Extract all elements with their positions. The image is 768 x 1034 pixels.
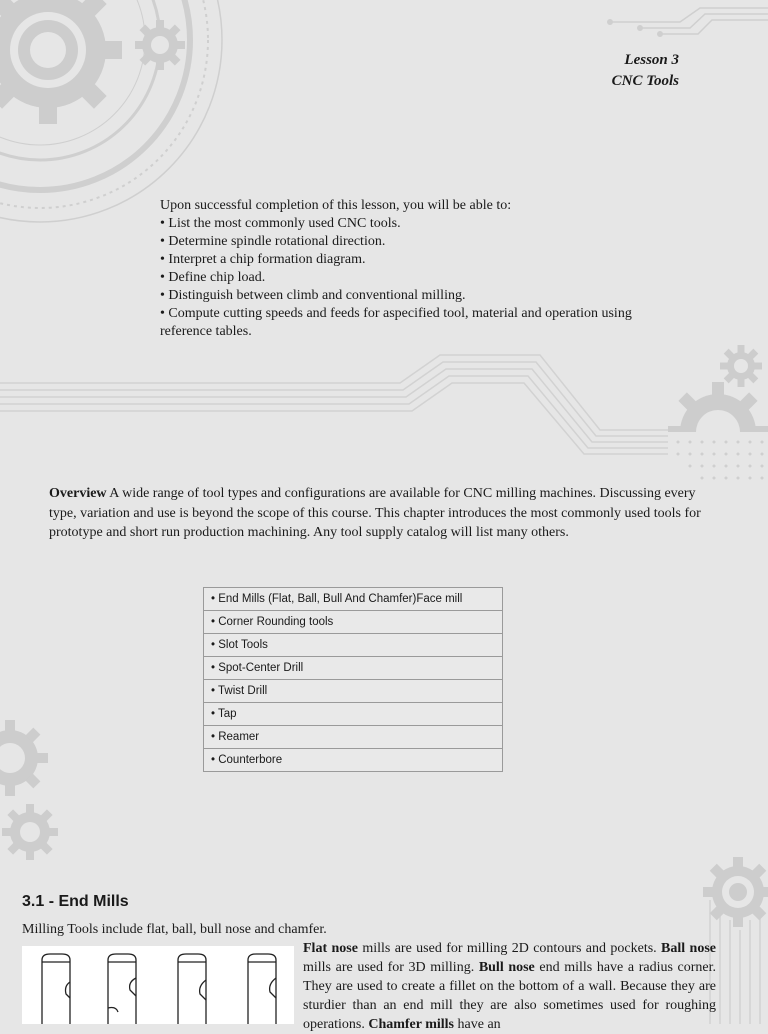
table-row: • End Mills (Flat, Ball, Bull And Chamfer)Face mill (204, 588, 503, 611)
paragraph-text: mills are used for milling 2D contours and pockets. (357, 941, 662, 956)
lesson-header (612, 50, 679, 92)
table-row: • Counterbore (204, 749, 503, 772)
table-row: • Corner Rounding tools (204, 611, 503, 634)
lesson-title: CNC Tools (611, 73, 679, 89)
bold-term: Flat nose (303, 941, 358, 956)
objective-item: • Interpret a chip formation diagram. (160, 252, 366, 267)
end-mills-paragraph (303, 939, 716, 1034)
end-mills-image (22, 946, 294, 1024)
gear-icon (0, 0, 122, 124)
objectives-block (160, 197, 680, 341)
section-intro: Milling Tools include flat, ball, bull nose and chamfer. (22, 922, 327, 937)
bold-term: Chamfer mills (368, 1017, 455, 1032)
objectives-intro: Upon successful completion of this lesson, you will be able to: (160, 198, 512, 213)
tools-table (203, 587, 503, 772)
section-heading: 3.1 - End Mills (22, 893, 129, 910)
lesson-number: Lesson 3 (624, 52, 679, 68)
end-mills-illustration (22, 946, 294, 1024)
overview-text: A wide range of tool types and configurations are available for CNC milling machines. Discussing every type, variation and use is beyond the scope of this course. This chapter introduces the most commonly used tools for prototype and short run production machining. Any tool supply catalog will list many others. (49, 486, 701, 540)
paragraph-text: end mills have a radius corner. They are used to create a fillet on the bottom of a wall. Because they are sturdier than an end mill they are also sometimes used for roughing operations. (303, 960, 716, 1032)
bold-term: Ball nose (661, 941, 716, 956)
objective-item: • Distinguish between climb and conventional milling. (160, 288, 466, 303)
table-row: • Twist Drill (204, 680, 503, 703)
overview-paragraph (49, 484, 713, 543)
table-row: • Spot-Center Drill (204, 657, 503, 680)
table-row: • Tap (204, 703, 503, 726)
objective-item: • Define chip load. (160, 270, 266, 285)
paragraph-text: mills are used for 3D milling. (303, 960, 479, 975)
table-row: • Reamer (204, 726, 503, 749)
bold-term: Bull nose (478, 960, 535, 975)
table-row: • Slot Tools (204, 634, 503, 657)
paragraph-text: have an (454, 1017, 501, 1032)
overview-label: Overview (49, 486, 107, 501)
objective-item: • List the most commonly used CNC tools. (160, 216, 401, 231)
objective-item: • Compute cutting speeds and feeds for aspecified tool, material and operation using reference tables. (160, 306, 632, 339)
objective-item: • Determine spindle rotational direction. (160, 234, 386, 249)
